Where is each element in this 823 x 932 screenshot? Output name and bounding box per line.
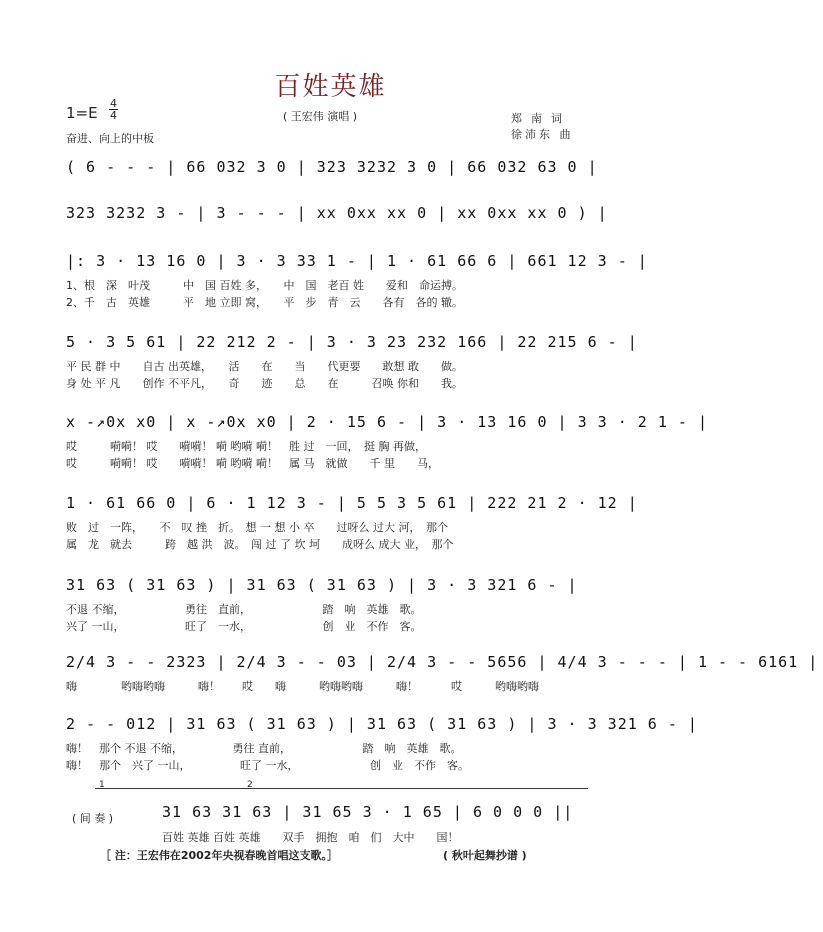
lyric-row-6-verse-2: 属 龙 就去 跨 越 洪 波。 闯 过 了 坎 坷 成呀么 成大 业， 那个 bbox=[66, 538, 454, 551]
lyric-row-4-verse-2: 身 处 平 凡 创作 不平凡， 奇 迹 总 在 召唤 你和 我。 bbox=[66, 377, 463, 390]
singer-credit: ( 王宏伟 演唱 ) bbox=[283, 110, 358, 123]
interlude-label: ( 间 奏 ) bbox=[72, 812, 114, 825]
score-row-8: 2/4 3 - - 2323 | 2/4 3 - - 03 | 2/4 3 - - 5656 | 4/4 3 - - - | 1 - - 6161 | bbox=[66, 653, 819, 671]
lyric-row-9-verse-2: 嗨！ 那个 兴了 一山， 旺了 一水， 创 业 不作 客。 bbox=[66, 759, 469, 772]
lyric-row-3-verse-1: 1、根 深 叶茂 中 国 百姓 多， 中 国 老百 姓 爱和 命运搏。 bbox=[66, 279, 463, 292]
lyric-row-8-verse-1: 嗨 哟嗨哟嗨 嗨！ 哎 嗨 哟嗨哟嗨 嗨！ 哎 哟嗨哟嗨 bbox=[66, 680, 539, 693]
score-row-3: |: 3 · 13 16 0 | 3 · 3 33 1 - | 1 · 61 66 6 | 661 12 3 - | bbox=[66, 252, 648, 270]
score-row-10: 31 63 31 63 | 31 65 3 · 1 65 | 6 0 0 0 || bbox=[162, 803, 574, 821]
score-row-6: 1 · 61 66 0 | 6 · 1 12 3 - | 5 5 3 5 61 | 222 21 2 · 12 | bbox=[66, 494, 638, 512]
score-row-5: x -↗0x x0 | x -↗0x x0 | 2 · 15 6 - | 3 · 13 16 0 | 3 3 · 2 1 - | bbox=[66, 413, 708, 431]
transcriber-credit: ( 秋叶起舞抄谱 ) bbox=[443, 849, 527, 862]
lyric-row-9-verse-1: 嗨！ 那个 不退 不缩， 勇往 直前， 踏 响 英雄 歌。 bbox=[66, 742, 462, 755]
meter-bottom: 4 bbox=[110, 109, 117, 122]
song-title: 百姓英雄 bbox=[274, 72, 387, 102]
lyric-row-10: 百姓 英雄 百姓 英雄 双手 拥抱 咱 们 大中 国！ bbox=[162, 831, 459, 844]
score-row-7: 31 63 ( 31 63 ) | 31 63 ( 31 63 ) | 3 · 3 321 6 - | bbox=[66, 576, 578, 594]
volta-1-label: 1 bbox=[99, 780, 105, 790]
lyric-row-5-verse-2: 哎 嗬嗬！ 哎 嗬嗬！ 嗬 哟嗬 嗬！ 属 马 就做 千 里 马， bbox=[66, 457, 439, 470]
score-row-1: ( 6 - - - | 66 032 3 0 | 323 3232 3 0 | 66 032 63 0 | bbox=[66, 158, 598, 176]
volta-brackets bbox=[95, 780, 588, 799]
score-row-4: 5 · 3 5 61 | 22 212 2 - | 3 · 3 23 232 166 | 22 215 6 - | bbox=[66, 333, 638, 351]
footnote: ［ 注：王宏伟在2002年央视春晚首唱这支歌。］ bbox=[100, 849, 338, 862]
key-signature: 1=E bbox=[66, 104, 98, 122]
lyric-row-4-verse-1: 平 民 群 中 自古 出英雄， 活 在 当 代更要 敢想 敢 做。 bbox=[66, 360, 463, 373]
score-row-2: 323 3232 3 - | 3 - - - | xx 0xx xx 0 | xx 0xx xx 0 ) | bbox=[66, 204, 608, 222]
composer-credit: 徐沛东 曲 bbox=[511, 128, 574, 141]
lyric-row-6-verse-1: 败 过 一阵， 不 叹 挫 折。 想 一 想 小 卒 过呀么 过大 河， 那个 bbox=[66, 521, 448, 534]
score-row-9: 2 - - 012 | 31 63 ( 31 63 ) | 31 63 ( 31 63 ) | 3 · 3 321 6 - | bbox=[66, 715, 698, 733]
lyricist-credit: 郑南词 bbox=[511, 112, 571, 125]
time-signature bbox=[109, 98, 118, 121]
lyric-row-5-verse-1: 哎 嗬嗬！ 哎 嗬嗬！ 嗬 哟嗬 嗬！ 胜 过 一回， 挺 胸 再做， bbox=[66, 440, 426, 453]
lyric-row-7-verse-1: 不退 不缩， 勇往 直前， 踏 响 英雄 歌。 bbox=[66, 603, 422, 616]
meter-top: 4 bbox=[110, 97, 117, 110]
lyric-row-3-verse-2: 2、千 古 英雄 平 地 立即 窝， 平 步 青 云 各有 各的 辙。 bbox=[66, 296, 463, 309]
volta-2-label: 2 bbox=[247, 780, 253, 790]
lyric-row-7-verse-2: 兴了 一山， 旺了 一水， 创 业 不作 客。 bbox=[66, 620, 422, 633]
tempo-marking: 奋进、向上的中板 bbox=[66, 132, 154, 145]
